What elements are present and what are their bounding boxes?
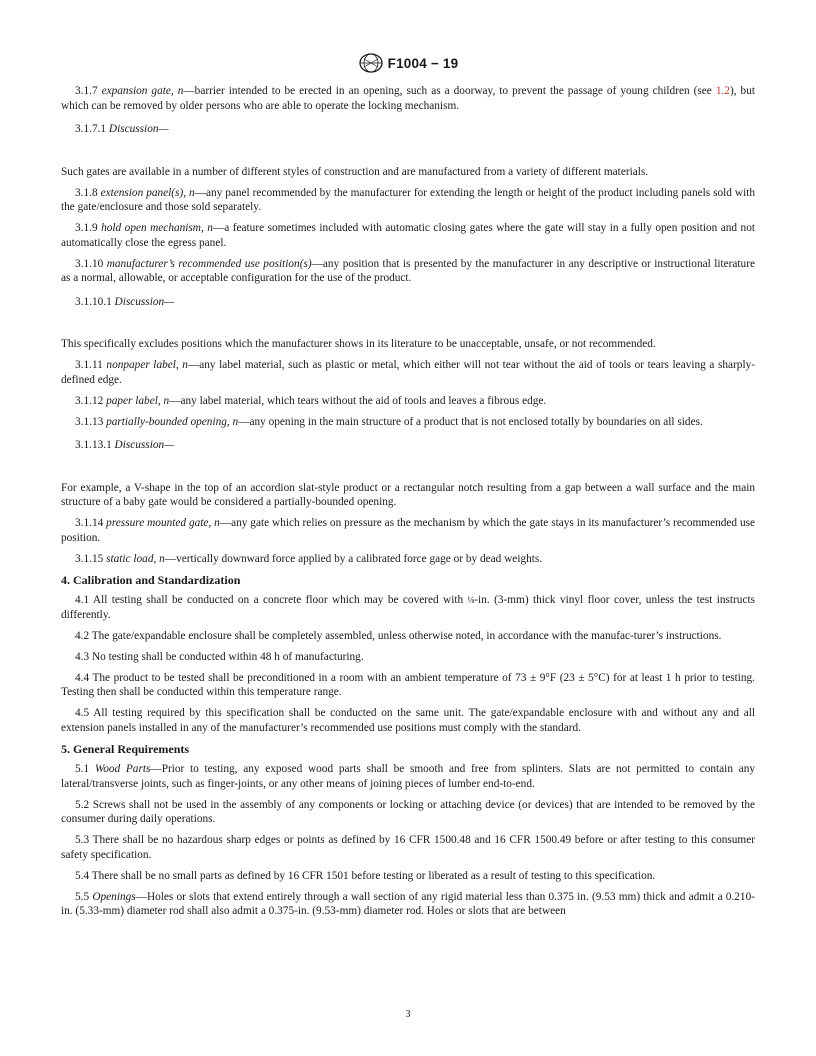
- section-number: 5.2: [75, 798, 90, 811]
- section-number: 4.1: [75, 594, 90, 607]
- defined-term: static load, n: [106, 552, 165, 565]
- paragraph-text: The product to be tested shall be preconditioned in a room with an ambient temperature of 73 ± 9°F (23 ± 5°C) for at least 1 h prior to testing. Testing then shall be conducted within this temperature range.: [61, 671, 755, 699]
- paragraph-text: —Prior to testing, any exposed wood parts shall be smooth and free from splinters. Slats are not permitted to contain any lateral/transverse joints, such as finger-joints, or any other means of joining pieces of lumber end-to-end.: [61, 763, 756, 790]
- definition-text: —any panel recommended by the manufacturer for extending the length or height of the product including panels sold with the gate/enclosure and those sold separately.: [61, 186, 755, 214]
- definition-3-1-10: [61, 257, 755, 286]
- definition-3-1-11: [61, 358, 755, 387]
- defined-term: expansion gate, n: [101, 85, 184, 97]
- definition-3-1-9: [61, 221, 755, 250]
- defined-term: pressure mounted gate, n: [106, 517, 220, 530]
- definition-text: —any label material, which tears without the aid of tools and leaves a fibrous edge.: [169, 394, 547, 407]
- definition-text: ), but which can be removed by older persons who are able to operate the locking mechanism.: [61, 85, 755, 112]
- paragraph-text: All testing shall be conducted on a concrete floor which may be covered with: [92, 594, 468, 607]
- defined-term: hold open mechanism, n: [101, 222, 213, 235]
- paragraph-4-3: [61, 650, 755, 665]
- defined-term: extension panel(s), n: [100, 186, 195, 199]
- paragraph-text: The gate/expandable enclosure shall be completely assembled, unless otherwise noted, in accordance with the manufac-turer’s instructions.: [91, 629, 722, 642]
- astm-logo-icon: [358, 53, 384, 73]
- definition-text: —barrier intended to be erected in an opening, such as a doorway, to prevent the passage of young children (see: [183, 85, 716, 97]
- paragraph-text: No testing shall be conducted within 48 h of manufacturing.: [91, 650, 364, 663]
- document-designation: F1004 − 19: [387, 55, 459, 71]
- section-number: 3.1.7: [75, 85, 98, 97]
- section-number: 5.1: [75, 763, 90, 776]
- section-number: 3.1.15: [75, 552, 104, 565]
- defined-term: partially-bounded opening, n: [106, 415, 239, 428]
- paragraph-text: Screws shall not be used in the assembly of any components or locking or attaching device (or devices) that are intended to be removed by the consumer during daily operations.: [61, 798, 756, 826]
- discussion-body: Such gates are available in a number of different styles of construction and are manufactured from a variety of different materials.: [61, 165, 649, 178]
- definition-text: —any gate which relies on pressure as the mechanism by which the gate stays in its manufacturer’s recommended use position.: [61, 517, 756, 544]
- section-number: 4.5: [75, 707, 90, 720]
- section-number: 5.5: [75, 890, 90, 903]
- discussion-body: For example, a V-shape in the top of an accordion slat-style product or a rectangular notch resulting from a gap between a wall surface and the main structure of a baby gate would be considered a partially-bounded opening.: [61, 481, 755, 509]
- discussion-heading: [61, 122, 755, 137]
- definition-3-1-12: [61, 394, 755, 409]
- discussion-label: Discussion—: [114, 439, 175, 452]
- section-heading: 4. Calibration and Standardization: [61, 572, 241, 587]
- definition-text: —any label material, such as plastic or metal, which either will not tear without the aid of tools or tears leaving a sharply-defined edge.: [61, 359, 756, 386]
- definition-text: —any position that is presented by the manufacturer in any descriptive or instructional literature as a normal, allowable, or acceptable configuration for the use of the product.: [61, 257, 755, 285]
- section-number: 3.1.10: [75, 257, 104, 270]
- section-number: 3.1.13.1: [75, 439, 112, 452]
- discussion-label: Discussion—: [108, 123, 169, 136]
- paragraph-text: There shall be no small parts as defined by 16 CFR 1501 before testing or liberated as a result of testing to this specification.: [91, 869, 656, 882]
- paragraph-text: -in. (3-mm) thick vinyl floor cover, unless the test instructs differently.: [61, 594, 756, 621]
- section-number: 4.4: [75, 671, 90, 684]
- paragraph-text: —Holes or slots that extend entirely through a wall section of any rigid material less than 0.375 in. (9.53 mm) thick and admit a 0.210-in. (5.33-mm) diameter rod shall also admit a 0.375-in. (9.53-mm) diameter rod. Holes or slots that are between: [61, 890, 755, 918]
- definition-3-1-13: [61, 415, 755, 430]
- section-number: 3.1.9: [75, 222, 98, 235]
- page-content: [61, 84, 755, 925]
- section-number: 4.2: [75, 629, 90, 642]
- paragraph-4-1: [61, 593, 755, 622]
- paragraph-5-5: [61, 890, 755, 919]
- paragraph-4-4: [61, 671, 755, 700]
- definition-text: —vertically downward force applied by a calibrated force gage or by dead weights.: [164, 552, 543, 565]
- paragraph-title: Openings: [92, 890, 136, 903]
- section-number: 3.1.7.1: [75, 123, 107, 136]
- section-number: 3.1.8: [75, 186, 98, 199]
- defined-term: paper label, n: [106, 394, 170, 407]
- definition-text: —a feature sometimes included with automatic closing gates where the gate will stay in a fully open position and not automatically close the egress panel.: [61, 222, 755, 249]
- definition-3-1-14: [61, 516, 755, 545]
- defined-term: nonpaper label, n: [106, 359, 188, 372]
- page-header: [0, 53, 816, 78]
- section-number: 3.1.14: [75, 517, 104, 530]
- section-number: 5.3: [75, 834, 90, 847]
- paragraph-text: There shall be no hazardous sharp edges or points as defined by 16 CFR 1500.48 and 16 CFR 1500.49 before or after testing to this consumer safety specification.: [61, 834, 755, 861]
- discussion-heading: [61, 295, 755, 310]
- section-heading: 5. General Requirements: [61, 741, 190, 756]
- discussion-body: This specifically excludes positions which the manufacturer shows in its literature to be unacceptable, unsafe, or not recommended.: [61, 338, 656, 351]
- defined-term: manufacturer’s recommended use position(s): [106, 257, 312, 270]
- paragraph-4-2: [61, 629, 755, 644]
- fraction: ⅛: [467, 595, 475, 606]
- definition-3-1-15: [61, 552, 755, 567]
- paragraph-title: Wood Parts: [94, 763, 151, 776]
- paragraph-5-2: [61, 798, 755, 827]
- discussion-heading: [61, 438, 755, 453]
- section-number: 3.1.12: [75, 394, 104, 407]
- paragraph-5-3: [61, 833, 755, 862]
- definition-text: —any opening in the main structure of a product that is not enclosed totally by boundaries on all sides.: [238, 415, 703, 428]
- page-number: 3: [405, 1009, 411, 1020]
- section-number: 5.4: [75, 869, 90, 882]
- definition-3-1-8: [61, 186, 755, 215]
- discussion-label: Discussion—: [114, 295, 175, 308]
- paragraph-5-4: [61, 869, 755, 884]
- section-number: 3.1.13: [75, 415, 104, 428]
- section-number: 3.1.10.1: [75, 295, 112, 308]
- section-number: 4.3: [75, 650, 90, 663]
- cross-reference-link[interactable]: 1.2: [715, 85, 730, 97]
- paragraph-5-1: [61, 762, 755, 791]
- section-number: 3.1.11: [75, 359, 103, 372]
- definition-3-1-7: [61, 84, 755, 113]
- paragraph-text: All testing required by this specification shall be conducted on the same unit. The gate/expandable enclosure with and without any and all extension panels installed in any of the manufacturer’s recommended use positions must comply with the standard.: [61, 707, 755, 734]
- paragraph-4-5: [61, 706, 755, 735]
